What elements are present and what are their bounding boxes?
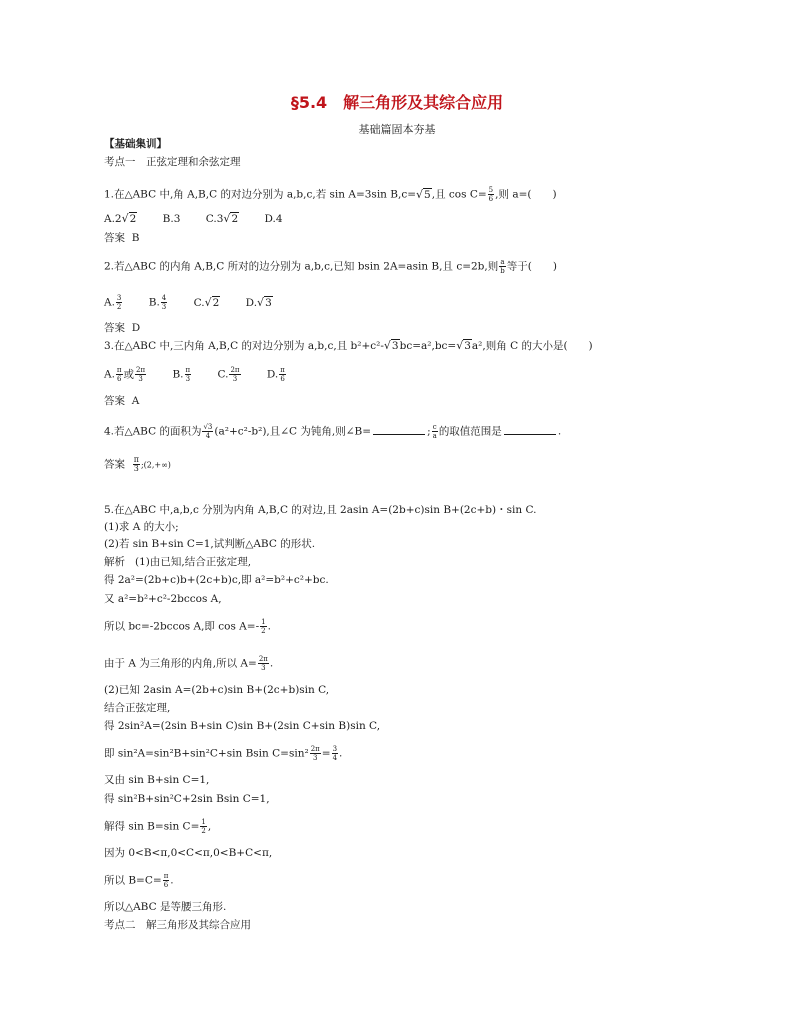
q5-solution-14: 所以 B=C= $\frac{\pi}{6}$ . <box>104 872 174 889</box>
q5-part1: (1)求 A 的大小; <box>104 521 179 533</box>
page-subtitle: 基础篇固本夯基 <box>358 123 436 136</box>
answer-blank[interactable] <box>373 424 425 435</box>
option-b: B.3 <box>162 213 181 225</box>
q2-options <box>104 294 295 311</box>
q5-part2: (2)若 sin B+sin C=1,试判断△ABC 的形状. <box>104 538 316 550</box>
q3-answer: 答案 A <box>104 395 140 407</box>
q5-solution-11: 得 sin²B+sin²C+2sin Bsin C=1, <box>104 793 270 805</box>
q2-stem: 2.若△ABC 的内角 A,B,C 所对的边分别为 a,b,c,已知 bsin 2A=asin B,且 c=2b,则 $\frac{a}{b}$ 等于( ) <box>104 258 557 275</box>
option-c: C.3√2 <box>205 212 239 225</box>
q5-stem: 5.在△ABC 中,a,b,c 分别为内角 A,B,C 的对边,且 2asin A=(2b+c)sin B+(2c+b)・sin C. <box>104 504 537 516</box>
option-d: D.4 <box>264 213 283 225</box>
option-c: C. $\frac{2\pi}{3}$ <box>217 366 240 383</box>
q5-solution-15: 所以△ABC 是等腰三角形. <box>104 901 227 913</box>
fraction: $\frac{5}{6}$ <box>488 186 494 203</box>
option-d: D. $\frac{\pi}{6}$ <box>266 366 285 383</box>
q3-options <box>104 366 309 383</box>
q5-solution-7: 结合正弦定理, <box>104 702 171 714</box>
q5-solution-9: 即 sin²A=sin²B+sin²C+sin Bsin C=sin² $\frac{2\pi}{3}$ = $\frac{3}{4}$ . <box>104 745 343 762</box>
q1-answer: 答案 B <box>104 232 140 244</box>
q4-stem: 4.若△ABC 的面积为 $\frac{√3}{4}$ (a²+c²-b²),且∠C 为钝角,则∠B= ; $\frac{c}{a}$ 的取值范围是 . <box>104 423 562 440</box>
answer-blank[interactable] <box>504 424 556 435</box>
option-a: A. $\frac{\pi}{6}$ 或 $\frac{2\pi}{3}$ <box>104 366 146 383</box>
fraction: $\frac{a}{b}$ <box>500 258 505 275</box>
option-a: A. $\frac{3}{2}$ <box>104 294 122 311</box>
q4-answer: 答案 $\frac{\pi}{3}$ ;(2,+∞) <box>104 455 171 473</box>
q5-solution-3: 又 a²=b²+c²-2bccos A, <box>104 593 222 605</box>
q5-solution-2: 得 2a²=(2b+c)b+(2c+b)c,即 a²=b²+c²+bc. <box>104 574 329 586</box>
q5-solution-10: 又由 sin B+sin C=1, <box>104 774 210 786</box>
section-label: 【基础集训】 <box>104 138 167 150</box>
page-title: §5.4 解三角形及其综合应用 <box>290 93 504 112</box>
option-d: D.√3 <box>245 295 272 309</box>
q5-solution-6: (2)已知 2asin A=(2b+c)sin B+(2c+b)sin C, <box>104 684 330 696</box>
q5-solution-4: 所以 bc=-2bccos A,即 cos A=- $\frac{1}{2}$ . <box>104 618 271 635</box>
option-a: A.2√2 <box>104 212 137 225</box>
option-b: B. $\frac{4}{3}$ <box>148 294 167 311</box>
q5-solution-13: 因为 0<B<π,0<C<π,0<B+C<π, <box>104 847 273 859</box>
q1-options <box>104 212 305 226</box>
point2-title: 考点二 解三角形及其综合应用 <box>104 919 251 931</box>
q5-solution-8: 得 2sin²A=(2sin B+sin C)sin B+(2sin C+sin B)sin C, <box>104 720 381 732</box>
sqrt: √5 <box>416 187 431 201</box>
option-c: C.√2 <box>193 295 220 309</box>
q5-solution-12: 解得 sin B=sin C= $\frac{1}{2}$ , <box>104 818 212 835</box>
q5-solution-5: 由于 A 为三角形的内角,所以 A= $\frac{2\pi}{3}$ . <box>104 655 274 672</box>
point1-title: 考点一 正弦定理和余弦定理 <box>104 156 241 168</box>
q1-stem: 1.在△ABC 中,角 A,B,C 的对边分别为 a,b,c,若 sin A=3sin B,c=√5,且 cos C= $\frac{5}{6}$ ,则 a=( ) <box>104 186 557 203</box>
q2-answer: 答案 D <box>104 322 141 334</box>
option-b: B. $\frac{\pi}{3}$ <box>172 366 191 383</box>
q3-stem: 3.在△ABC 中,三内角 A,B,C 的对边分别为 a,b,c,且 b²+c²-√3bc=a²,bc=√3a²,则角 C 的大小是( ) <box>104 339 593 352</box>
q5-solution-1: 解析 (1)由已知,结合正弦定理, <box>104 556 252 568</box>
